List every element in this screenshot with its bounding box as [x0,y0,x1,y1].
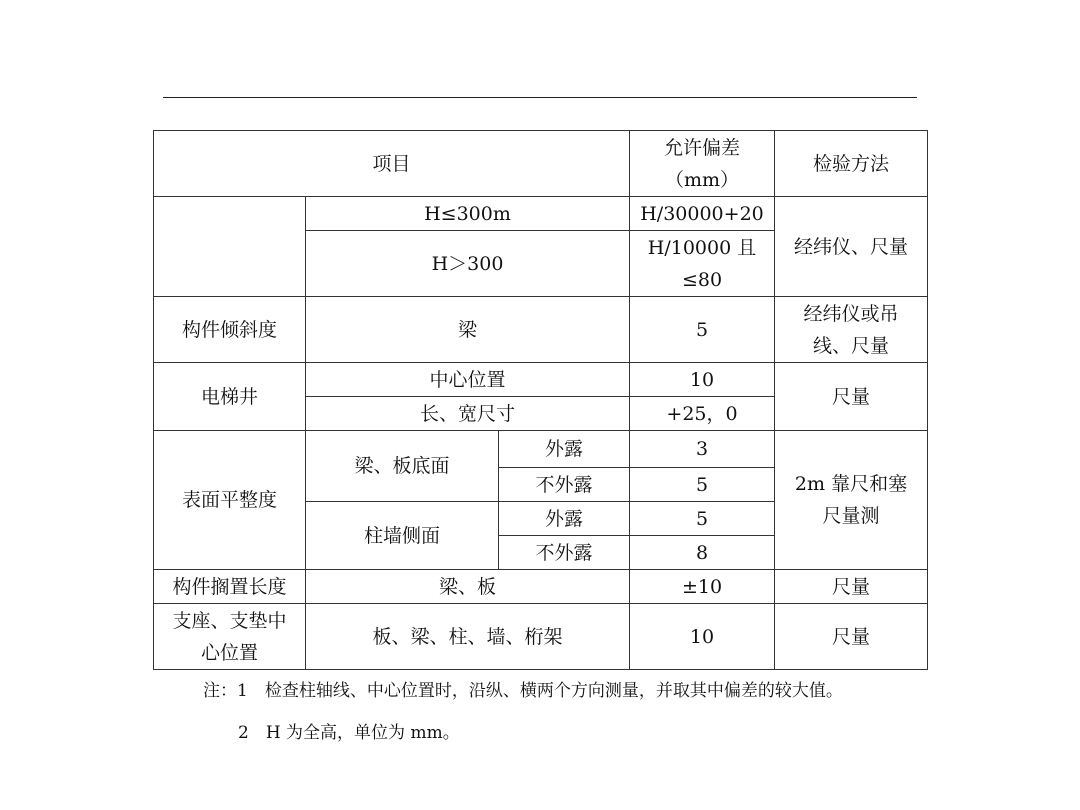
header-tolerance-line1: 允许偏差 [663,136,740,159]
h-gt-tolerance [630,231,775,297]
header-tolerance [630,131,775,197]
flatness-beam-not-exposed-tolerance: 5 [630,468,775,502]
table-row [154,431,928,468]
flatness-beam-exposed: 外露 [499,431,630,468]
table-row [154,297,928,363]
flatness-col-exposed-tolerance: 5 [630,502,775,536]
height-item-cell [154,197,306,297]
tilt-sub: 梁 [306,297,630,363]
flatness-column-wall: 柱墙侧面 [306,502,499,570]
elevator-size-sub: 长、宽尺寸 [306,397,630,431]
h-gt-tolerance-line2: ≤80 [681,268,723,291]
bearing-item: 构件搁置长度 [154,570,306,604]
h-le-condition: H≤300m [306,197,630,231]
elevator-method: 尺量 [775,363,928,431]
tilt-method-line1: 经纬仪或吊 [803,302,899,325]
elevator-center-sub: 中心位置 [306,363,630,397]
support-method: 尺量 [775,604,928,670]
support-tolerance: 10 [630,604,775,670]
flatness-beam-exposed-tolerance: 3 [630,431,775,468]
table-row [154,363,928,397]
flatness-col-exposed: 外露 [499,502,630,536]
h-le-tolerance: H/30000+20 [630,197,775,231]
support-item-line1: 支座、支垫中 [172,609,287,632]
support-sub: 板、梁、柱、墙、桁架 [306,604,630,670]
header-tolerance-line2: （mm） [664,168,740,191]
bearing-sub: 梁、板 [306,570,630,604]
tilt-method [775,297,928,363]
flatness-beam-not-exposed: 不外露 [499,468,630,502]
flatness-beam-slab: 梁、板底面 [306,431,499,502]
tolerance-table [153,130,928,670]
tilt-tolerance: 5 [630,297,775,363]
elevator-item: 电梯井 [154,363,306,431]
note-1: 注：1 检查柱轴线、中心位置时，沿纵、横两个方向测量，并取其中偏差的较大值。 [203,681,843,701]
top-rule [163,97,917,98]
support-item [154,604,306,670]
support-item-line2: 心位置 [200,641,258,664]
flatness-method-line1: 2m 靠尺和塞 [794,473,908,495]
table-row [154,570,928,604]
header-item: 项目 [154,131,630,197]
table-row [154,604,928,670]
h-gt-condition: H＞300 [306,231,630,297]
flatness-method [775,431,928,570]
header-row [154,131,928,197]
h-method: 经纬仪、尺量 [775,197,928,297]
flatness-item: 表面平整度 [154,431,306,570]
table-row [154,197,928,231]
flatness-method-line2: 尺量测 [822,505,880,527]
tilt-item: 构件倾斜度 [154,297,306,363]
bearing-tolerance: ±10 [630,570,775,604]
elevator-center-tolerance: 10 [630,363,775,397]
bearing-method: 尺量 [775,570,928,604]
header-method: 检验方法 [775,131,928,197]
flatness-col-not-exposed: 不外露 [499,536,630,570]
elevator-size-tolerance: +25，0 [630,397,775,431]
h-gt-tolerance-line1: H/10000 且 [647,236,757,259]
tilt-method-line2: 线、尺量 [812,334,889,357]
flatness-col-not-exposed-tolerance: 8 [630,536,775,570]
note-2: 2 H 为全高，单位为 mm。 [238,723,460,743]
